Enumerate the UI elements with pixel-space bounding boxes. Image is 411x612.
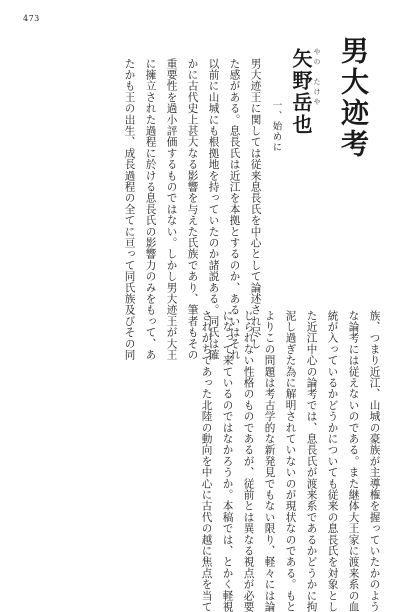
text-column: されがちであった北陸の動向を中心に古代の越に焦点を当て — [200, 310, 213, 612]
text-column: 重要性を過小評価するものではない。しかし男大迹王が大王 — [165, 58, 178, 361]
text-column: じられない性格のものであるが、従前とは異なる視点が必要 — [242, 310, 255, 612]
author-name: 矢野岳也 — [289, 48, 313, 136]
text-column: 泥し過ぎた為に解明されていないのが現状なのである。もと — [284, 310, 297, 612]
page-number: 473 — [23, 14, 40, 23]
text-column: に擁立された過程に於ける息長氏の影響力のみをもって、あ — [144, 58, 157, 361]
section-heading: 一、始めに — [270, 100, 282, 153]
text-column: な論考には従えないのである。また継体大王家に渡来系の血 — [347, 310, 360, 612]
article-title: 男大迹考 — [337, 36, 370, 160]
text-column: 男大迹王に関しては従来息長氏を中心として論述され尽し — [249, 58, 262, 350]
text-column: た近江中心の論考では、息長氏が渡来系であるかどうかに拘 — [305, 310, 318, 612]
text-column: よりこの問題は考古学的な新発見でもない限り、軽々には論 — [263, 310, 276, 612]
author-ruby: やの たけや — [313, 48, 321, 108]
text-column: 以前に山城にも根拠地を持っていたのか諸説ある。同氏は確 — [207, 58, 220, 361]
text-column: 族、つまり近江、山城の豪族が主導権を握っていたかのよう — [368, 310, 381, 612]
text-column: た感がある。息長氏は近江を本拠とするのか、あるいはそれ — [228, 58, 241, 361]
text-column: かに古代史上甚大なる影響を与えた氏族であり、筆者もその — [186, 58, 199, 361]
text-column: 統が入っているかどうかについても従来の息長氏を対象とし — [326, 310, 339, 612]
text-column: たかも王の出生、成長過程の全てに亘って同氏族及びその同 — [123, 58, 136, 361]
text-column: になって来ているのではなかろうか。本稿では、とかく軽視 — [221, 310, 234, 612]
